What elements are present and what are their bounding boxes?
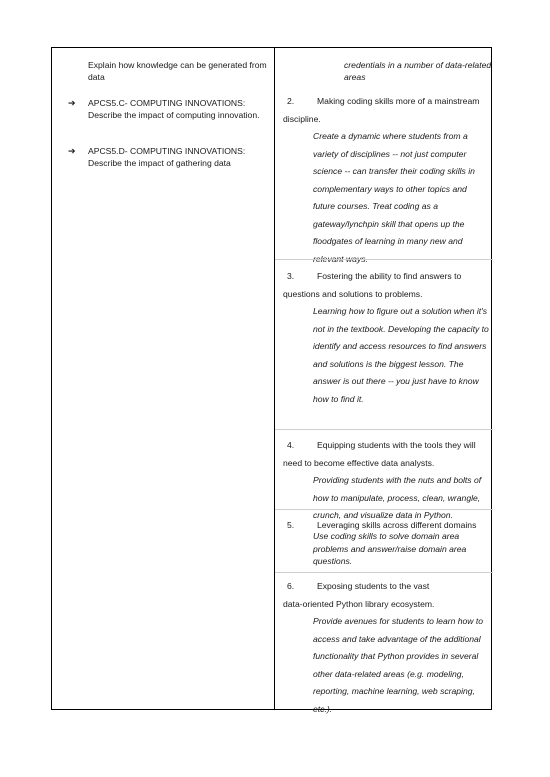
goal-body: Learning how to figure out a solution when it's not in the textbook. Developing the capacity to identify and access resources to find answers and solutions is the biggest lesson. The answer is out there -- you just have to know how to find it. xyxy=(313,306,489,404)
section-separator xyxy=(275,572,493,573)
goal-number: 2. xyxy=(287,96,295,106)
goal-body: Provide avenues for students to learn how to access and take advantage of the additional functionality that Python provides in several other data-related areas (e.g. modeling, reporting, machine learning, web scraping, etc.). xyxy=(313,616,484,714)
section-separator xyxy=(275,509,493,510)
arrow-bullet-icon: ➔ xyxy=(68,146,76,156)
goal-heading-cont: questions and solutions to problems. xyxy=(283,289,423,299)
explain-text: Explain how knowledge can be generated from data xyxy=(88,60,267,82)
goal-heading: Leveraging skills across different domains xyxy=(317,520,477,530)
credentials-text: credentials in a number of data-related areas xyxy=(344,60,492,82)
goal-heading-cont: need to become effective data analysts. xyxy=(283,458,435,468)
goal-heading-cont: discipline. xyxy=(283,114,321,124)
goal-number: 6. xyxy=(287,581,295,591)
content-table xyxy=(51,47,492,714)
goal-number: 5. xyxy=(287,520,295,530)
arrow-bullet-icon: ➔ xyxy=(68,98,76,108)
section-separator xyxy=(275,259,493,260)
standard-text: APCS5.C- COMPUTING INNOVATIONS: Describe the impact of computing innovation. xyxy=(88,98,260,120)
goal-body: Providing students with the nuts and bolts of how to manipulate, process, clean, wrangle, crunch, and visualize data in Python. xyxy=(313,475,482,520)
goal-heading: Fostering the ability to find answers to xyxy=(317,271,462,281)
goal-body: Use coding skills to solve domain area problems and answer/raise domain area questions. xyxy=(313,531,467,566)
goal-body: Create a dynamic where students from a variety of disciplines -- not just computer science -- can transfer their coding skills in complementary ways to other topics and future courses. Treat coding as a gateway/lynchpin skill that opens up the floodgates of learning in many new and xyxy=(313,131,475,246)
goal-heading-cont: data-oriented Python library ecosystem. xyxy=(283,599,435,609)
goal-number: 4. xyxy=(287,440,295,450)
goal-heading: Equipping students with the tools they will xyxy=(317,440,476,450)
standard-text: APCS5.D- COMPUTING INNOVATIONS: Describe the impact of gathering data xyxy=(88,146,246,168)
section-separator xyxy=(275,429,493,430)
goal-heading: Exposing students to the vast xyxy=(317,581,430,591)
goal-number: 3. xyxy=(287,271,295,281)
goal-heading: Making coding skills more of a mainstream xyxy=(317,96,480,106)
column-divider xyxy=(274,47,275,709)
